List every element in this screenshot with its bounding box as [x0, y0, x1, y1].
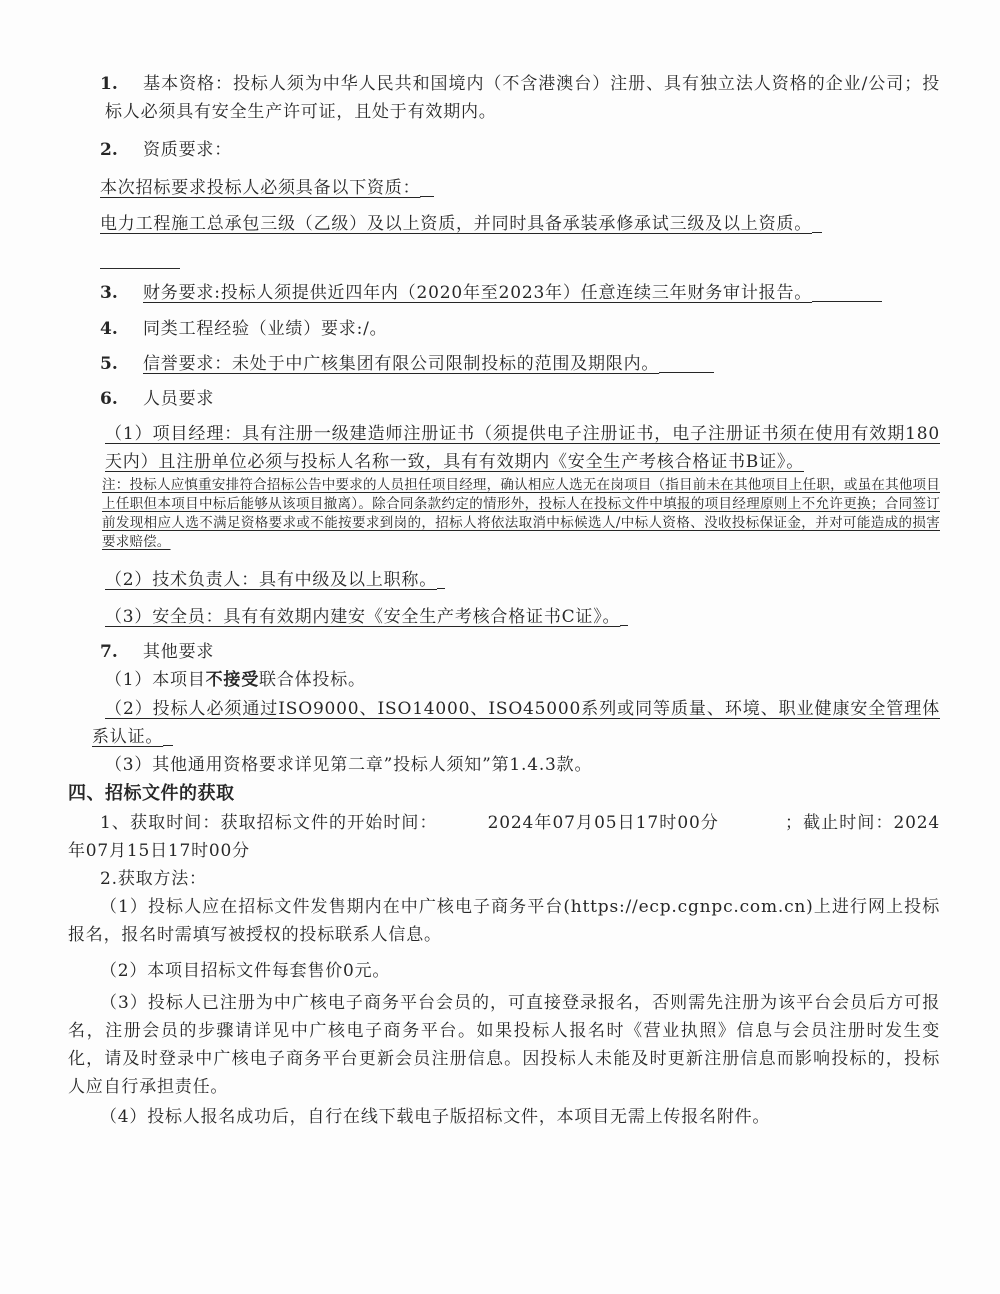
- deadline-label: ；截止时间：: [784, 813, 894, 833]
- item-text: 其他要求: [143, 642, 215, 662]
- method-1-registration: [68, 893, 940, 949]
- underline-extension: [659, 357, 714, 373]
- item-other-requirement: [68, 638, 940, 666]
- underlined-text: 电力工程施工总承包三级（乙级）及以上资质，并同时具备承装承修承试三级及以上资质。: [100, 214, 812, 234]
- acquisition-method-heading: 2.获取方法：: [100, 869, 207, 889]
- item-number: 1.: [100, 74, 118, 94]
- underline-extension: [437, 573, 445, 589]
- item-personnel-requirement: [68, 385, 940, 413]
- underlined-text: （2）投标人必须通过ISO9000、ISO14000、ISO45000系列或同等质量、环境、职业健康安全管理体系认证。: [92, 699, 940, 747]
- credential-detail: [68, 210, 940, 238]
- sub-no-consortium: [68, 666, 940, 694]
- item-financial-requirement: [68, 279, 940, 307]
- underlined-text: 本次招标要求投标人必须具备以下资质：: [100, 178, 421, 198]
- underlined-text: （3）安全员：具有有效期内建安《安全生产考核合格证书C证》。: [105, 607, 621, 627]
- item-experience-requirement: [68, 315, 940, 343]
- sub-general-qualification: （3）其他通用资格要求详见第二章”投标人须知”第1.4.3款。: [105, 755, 593, 775]
- item-number: 7.: [100, 642, 118, 662]
- item-text: 人员要求: [143, 389, 215, 409]
- item-number: 5.: [100, 354, 118, 374]
- underline-extension: [420, 181, 434, 197]
- item-number: 3.: [100, 283, 118, 303]
- sub-project-manager: （1）项目经理：具有注册一级建造师注册证书（须提供电子注册证书，电子注册证书须在使用有效期180天内）且注册单位必须与投标人名称一致，具有有效期内《安全生产考核合格证书B证》。: [105, 424, 940, 472]
- method-2-price: （2）本项目招标文件每套售价0元。: [100, 961, 391, 981]
- section-heading-document-acquisition: 四、招标文件的获取: [68, 783, 235, 804]
- text-post: 联合体投标。: [259, 670, 366, 690]
- text-bold-emphasis: 不接受: [205, 670, 260, 690]
- end-time-value: 2024年07月15日17时00分: [68, 813, 941, 861]
- method-4-download: （4）投标人报名成功后，自行在线下载电子版招标文件，本项目无需上传报名附件。: [100, 1107, 771, 1127]
- sub-safety-officer: [68, 603, 940, 631]
- underline-extension: [620, 610, 628, 626]
- item-text: 基本资格：投标人须为中华人民共和国境内（不含港澳台）注册、具有独立法人资格的企业/公司；投标人必须具有安全生产许可证，且处于有效期内。: [105, 74, 940, 122]
- item-number: 4.: [100, 319, 118, 339]
- text-post: )上进行网上投标报名，报名时需填写被授权的投标联系人信息。: [68, 897, 940, 945]
- item-reputation-requirement: [68, 350, 940, 378]
- item-text: 资质要求：: [143, 140, 232, 160]
- text-pre: （1）投标人应在招标文件发售期内在中广核电子商务平台(: [100, 897, 571, 917]
- underlined-text: 财务要求:投标人须提供近四年内（2020年至2023年）任意连续三年财务审计报告。: [143, 283, 813, 303]
- blank-underline-field: [100, 250, 180, 269]
- sub-iso-certification: [68, 695, 940, 751]
- underlined-text: 信誉要求：未处于中广核集团有限公司限制投标的范围及期限内。: [143, 354, 660, 374]
- sub-technical-lead: [68, 566, 940, 594]
- underlined-text: （2）技术负责人：具有中级及以上职称。: [105, 570, 438, 590]
- time-label: 1、获取时间：获取招标文件的开始时间：: [100, 813, 438, 833]
- underline-extension: [812, 217, 822, 233]
- item-basic-qualification: [68, 70, 940, 126]
- credential-intro: [68, 174, 940, 202]
- underline-extension: [812, 286, 882, 302]
- note-project-manager: 注：投标人应慎重安排符合招标公告中要求的人员担任项目经理，确认相应人选无在岗项目（指目前未在其他项目上任职，或虽在其他项目上任职但本项目中标后能够从该项目撤离）。除合同条款约定的情形外，投标人在投标文件中填报的项目经理原则上不允许更换；合同签订前发现相应人选不满足资格要求或不能按要求到岗的，招标人将依法取消中标候选人/中标人资格、没收投标保证金，并对可能造成的损害要求赔偿。: [102, 477, 940, 550]
- text-pre: （1）本项目: [105, 670, 206, 690]
- start-time-value: 2024年07月05日17时00分: [487, 813, 719, 833]
- method-3-membership: （3）投标人已注册为中广核电子商务平台会员的，可直接登录报名，否则需先注册为该平台会员后方可报名，注册会员的步骤请详见中广核电子商务平台。如果投标人报名时《营业执照》信息与会员注册时发生变化，请及时登录中广核电子商务平台更新会员注册信息。因投标人未能及时更新注册信息而影响投标的，投标人应自行承担责任。: [68, 993, 940, 1097]
- item-number: 2.: [100, 140, 118, 160]
- ecp-url: https://ecp.cgnpc.com.cn: [570, 897, 807, 917]
- document-body: [68, 70, 940, 1131]
- item-credential-requirement: [68, 136, 940, 164]
- item-text: 同类工程经验（业绩）要求:/。: [143, 319, 388, 339]
- acquisition-time: [68, 809, 940, 865]
- item-number: 6.: [100, 389, 118, 409]
- underline-extension: [163, 730, 173, 746]
